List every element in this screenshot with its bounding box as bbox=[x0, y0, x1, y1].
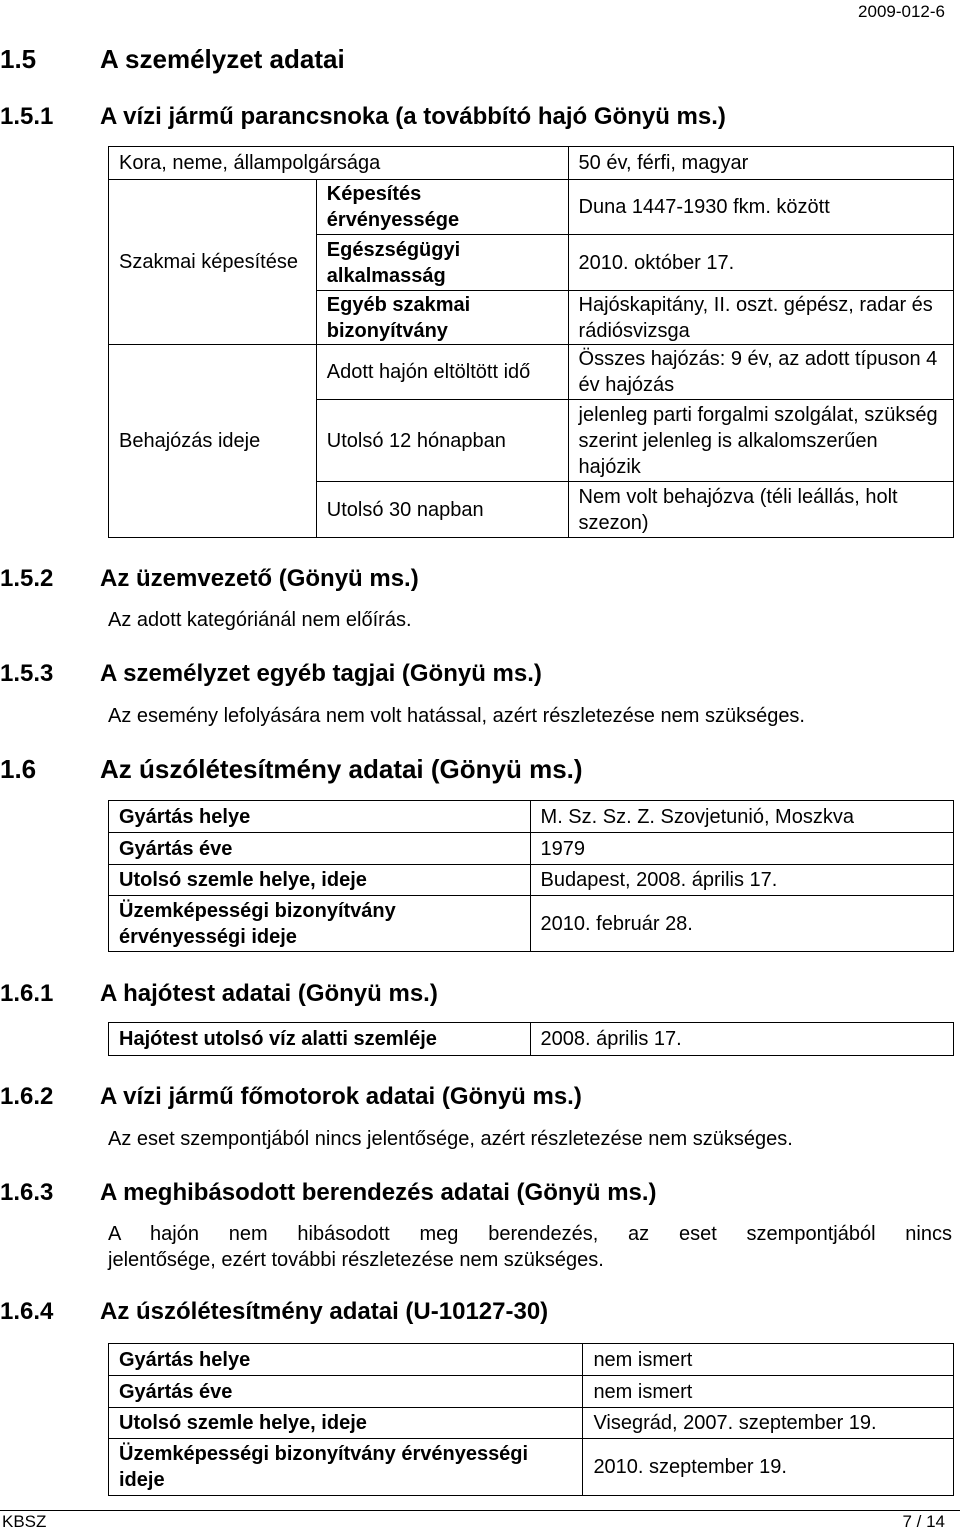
vessel-row-value: 1979 bbox=[530, 833, 953, 865]
health-value: 2010. október 17. bbox=[568, 235, 953, 291]
section-title: A hajótest adatai (Gönyü ms.) bbox=[100, 980, 438, 1007]
section-1-5-heading bbox=[0, 44, 900, 78]
vessel-row-label: Gyártás éve bbox=[109, 833, 531, 865]
vessel-row-value: Budapest, 2008. április 17. bbox=[530, 865, 953, 896]
section-number: 1.6.1 bbox=[0, 980, 54, 1007]
u-vessel-row-value: 2010. szeptember 19. bbox=[583, 1439, 954, 1496]
section-number: 1.5.1 bbox=[0, 103, 54, 130]
section-title: A személyzet adatai bbox=[100, 44, 345, 74]
section-number: 1.6.2 bbox=[0, 1083, 54, 1110]
section-1-6-3-text-line1: A hajón nem hibásodott meg berendezés, az eset szempontjából nincs bbox=[108, 1223, 952, 1245]
section-title: Az úszólétesítmény adatai (Gönyü ms.) bbox=[100, 754, 583, 784]
section-number: 1.6.4 bbox=[0, 1298, 54, 1325]
hull-table bbox=[108, 1022, 954, 1056]
vessel-row-label: Üzemképességi bizonyítvány érvényességi ideje bbox=[109, 896, 531, 952]
hull-inspection-label: Hajótest utolsó víz alatti szemléje bbox=[109, 1023, 531, 1056]
section-1-6-1-heading bbox=[0, 980, 900, 1010]
page-number: 7 / 14 bbox=[902, 1512, 945, 1531]
section-title: A vízi jármű parancsnoka (a továbbító hajó Gönyü ms.) bbox=[100, 103, 726, 130]
u-vessel-row-value: nem ismert bbox=[583, 1376, 954, 1408]
captain-table bbox=[108, 146, 954, 538]
section-1-5-3-text: Az esemény lefolyására nem volt hatással, azért részletezése nem szükséges. bbox=[108, 705, 805, 727]
other-cert-label: Egyéb szakmai bizonyítvány bbox=[316, 291, 568, 345]
section-title: Az üzemvezető (Gönyü ms.) bbox=[100, 565, 419, 592]
time-on-ship-label: Adott hajón eltöltött idő bbox=[316, 345, 568, 400]
age-value: 50 év, férfi, magyar bbox=[568, 147, 953, 180]
u-vessel-row-label: Gyártás helye bbox=[109, 1344, 583, 1376]
u-vessel-table bbox=[108, 1343, 954, 1496]
vessel-table bbox=[108, 800, 954, 952]
time-on-ship-value: Összes hajózás: 9 év, az adott típuson 4 év hajózás bbox=[568, 345, 953, 400]
last-30-days-label: Utolsó 30 napban bbox=[316, 482, 568, 538]
other-cert-value: Hajóskapitány, II. oszt. gépész, radar és rádiósvizsga bbox=[568, 291, 953, 345]
u-vessel-row-label: Üzemképességi bizonyítvány érvényességi ideje bbox=[109, 1439, 583, 1496]
u-vessel-row-label: Gyártás éve bbox=[109, 1376, 583, 1408]
section-title: A meghibásodott berendezés adatai (Gönyü ms.) bbox=[100, 1179, 657, 1206]
last-12-months-label: Utolsó 12 hónapban bbox=[316, 400, 568, 482]
section-number: 1.5 bbox=[0, 44, 37, 74]
section-1-5-2-text: Az adott kategóriánál nem előírás. bbox=[108, 609, 412, 631]
section-1-6-3-text-line2: jelentősége, ezért további részletezése nem szükséges. bbox=[108, 1249, 604, 1271]
section-title: A személyzet egyéb tagjai (Gönyü ms.) bbox=[100, 660, 542, 687]
validity-value: Duna 1447-1930 fkm. között bbox=[568, 180, 953, 235]
vessel-row-value: 2010. február 28. bbox=[530, 896, 953, 952]
section-1-6-heading bbox=[0, 754, 900, 788]
hull-inspection-value: 2008. április 17. bbox=[530, 1023, 953, 1056]
section-number: 1.6.3 bbox=[0, 1179, 54, 1206]
section-number: 1.5.2 bbox=[0, 565, 54, 592]
document-id: 2009-012-6 bbox=[858, 2, 945, 21]
section-1-6-3-heading bbox=[0, 1179, 900, 1209]
section-title: Az úszólétesítmény adatai (U-10127-30) bbox=[100, 1298, 549, 1325]
validity-label: Képesítés érvényessége bbox=[316, 180, 568, 235]
footer-rule bbox=[0, 1510, 960, 1511]
last-30-days-value: Nem volt behajózva (téli leállás, holt szezon) bbox=[568, 482, 953, 538]
qualification-label: Szakmai képesítése bbox=[109, 180, 317, 345]
section-1-6-4-heading bbox=[0, 1298, 900, 1328]
health-label: Egészségügyi alkalmasság bbox=[316, 235, 568, 291]
vessel-row-label: Gyártás helye bbox=[109, 801, 531, 833]
vessel-row-value: M. Sz. Sz. Z. Szovjetunió, Moszkva bbox=[530, 801, 953, 833]
section-1-6-2-text: Az eset szempontjából nincs jelentősége, azért részletezése nem szükséges. bbox=[108, 1128, 793, 1150]
section-1-5-2-heading bbox=[0, 565, 900, 595]
section-title: A vízi jármű főmotorok adatai (Gönyü ms.) bbox=[100, 1083, 582, 1110]
section-number: 1.5.3 bbox=[0, 660, 54, 687]
u-vessel-row-value: nem ismert bbox=[583, 1344, 954, 1376]
u-vessel-row-value: Visegrád, 2007. szeptember 19. bbox=[583, 1408, 954, 1439]
age-label: Kora, neme, állampolgársága bbox=[109, 147, 569, 180]
last-12-months-value: jelenleg parti forgalmi szolgálat, szükség szerint jelenleg is alkalomszerűen hajózik bbox=[568, 400, 953, 482]
section-1-5-3-heading bbox=[0, 660, 900, 690]
section-1-6-2-heading bbox=[0, 1083, 900, 1113]
section-1-5-1-heading bbox=[0, 103, 900, 133]
vessel-row-label: Utolsó szemle helye, ideje bbox=[109, 865, 531, 896]
u-vessel-row-label: Utolsó szemle helye, ideje bbox=[109, 1408, 583, 1439]
footer-left: KBSZ bbox=[2, 1512, 47, 1531]
boarding-label: Behajózás ideje bbox=[109, 345, 317, 538]
section-number: 1.6 bbox=[0, 754, 37, 784]
